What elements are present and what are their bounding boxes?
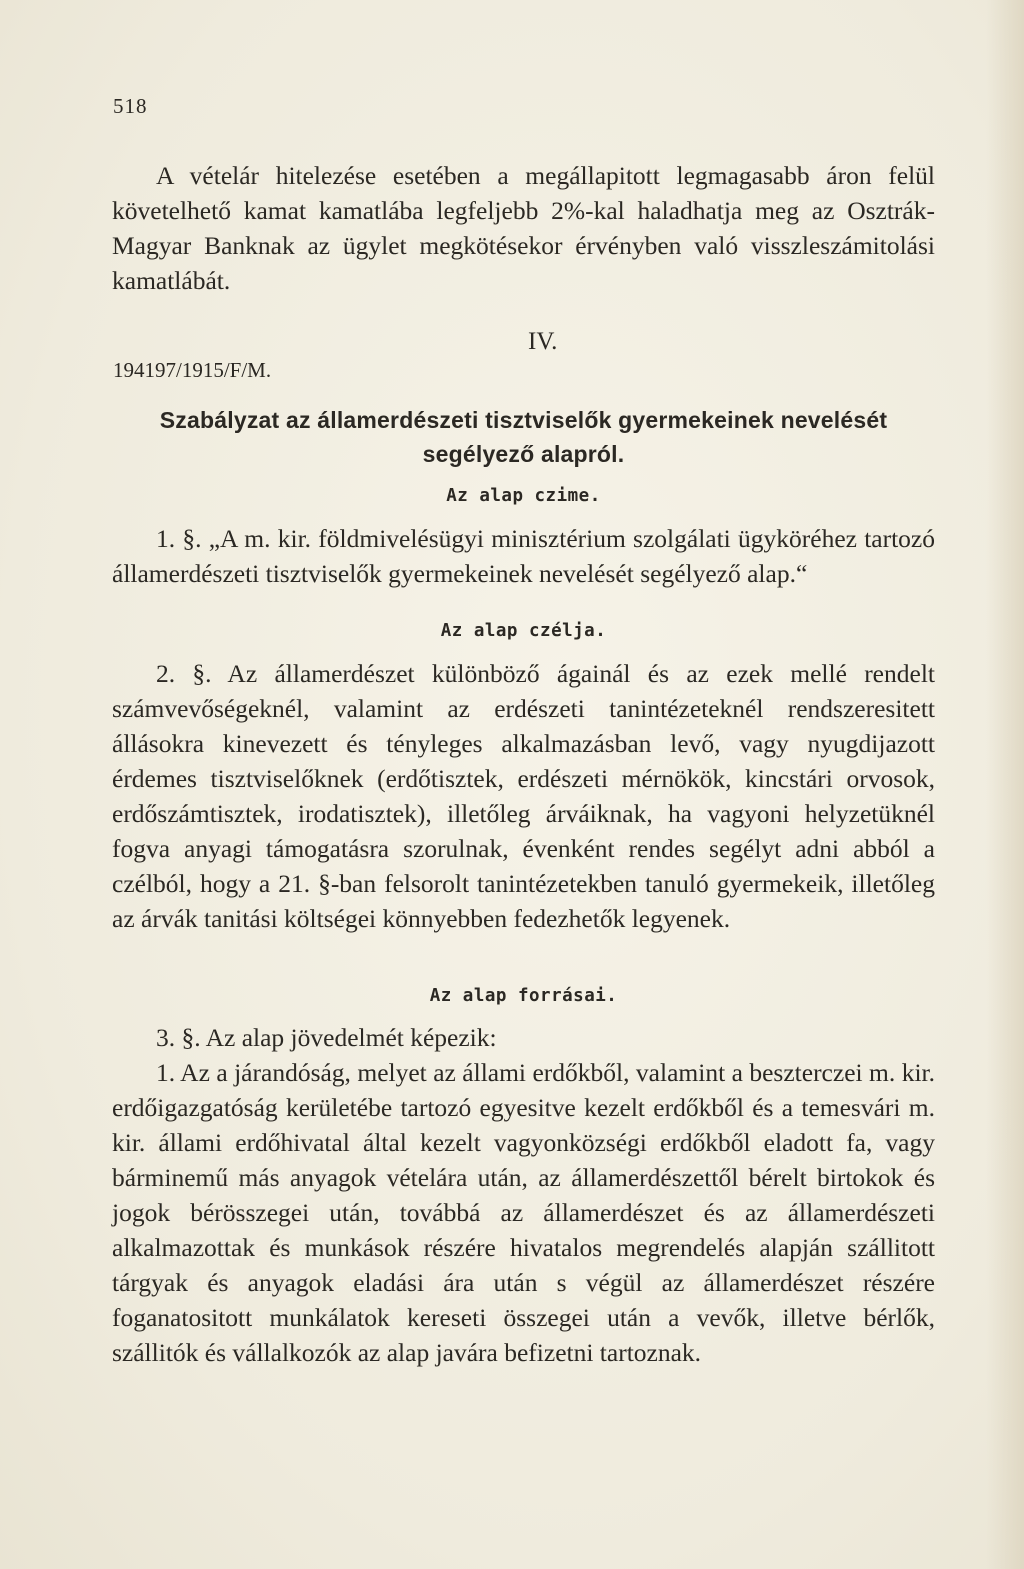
page-edge-shadow — [986, 0, 1024, 1569]
section-3-text: 3. §. Az alap jövedelmét képezik: — [156, 1023, 497, 1052]
section-3-item-1: 1. Az a járandóság, melyet az állami erdőkből, valamint a beszterczei m. kir. erdőigazgatóság kerületébe tartozó egyesitve kezelt erdőkből és a temesvári m. kir. állami erdőhivatal által kezelt vagyonközségi erdőkből eladott fa, vagy bárminemű más anyagok vételára után, az államerdészettől bérelt birtokok és jogok bérösszegei után, továbbá az államerdészet és az államerdészeti alkalmazottak és munkások részére hivatalos megrendelés alapján szállitott tárgyak és anyagok eladási ára után s végül az államerdészet részére foganatositott munkálatok kereseti összegei után a vevők, illetve bérlők, szállitók és vállalkozók az alap javára befizetni tartoznak. — [112, 1058, 935, 1367]
section-numeral: IV. — [528, 328, 558, 355]
page-number: 518 — [113, 94, 148, 118]
section-1 — [112, 521, 935, 591]
section-heading-name: Az alap czime. — [446, 486, 601, 506]
paragraph-intro — [112, 158, 935, 298]
section-1-text: 1. §. „A m. kir. földmivelésügyi minisztérium szolgálati ügyköréhez tartozó államerdészeti tisztviselők gyermekeinek nevelését segélyező alap.“ — [112, 524, 935, 588]
section-heading-purpose: Az alap czélja. — [440, 621, 607, 641]
section-2-text: 2. §. Az államerdészet különböző ágainál és az ezek mellé rendelt számvevőségeknél, valamint az erdészeti tanintézeteknél rendszeresitett állásokra kinevezett és tényleges alkalmazásban levő, vagy nyugdijazott érdemes tisztviselőknek (erdőtisztek, erdészeti mérnökök, kincstári orvosok, erdőszámtisztek, irodatisztek), illetőleg árváiknak, ha vagyoni helyzetüknél fogva anyagi támogatásra szorulnak, évenként rendes segélyt adni abból a czélból, hogy a 21. §-ban felsorolt tanintézetekben tanuló gyermekeik, illetőleg az árvák tanitási költségei könnyebben fedezhetők legyenek. — [112, 659, 935, 933]
section-2 — [112, 656, 935, 936]
section-heading-sources: Az alap forrásai. — [429, 986, 618, 1006]
paragraph-text: A vételár hitelezése esetében a megállapitott legmagasabb áron felül követelhető kamat kamatlába legfeljebb 2%-kal haladhatja meg az Osztrák-Magyar Banknak az ügylet megkötésekor érvényben való visszleszámitolási kamatlábát. — [112, 161, 935, 295]
section-3 — [112, 1020, 935, 1370]
reference-number: 194197/1915/F/M. — [113, 358, 272, 382]
document-title: Szabályzat az államerdészeti tisztviselők gyermekeinek nevelését segélyező alapról. — [159, 407, 888, 467]
